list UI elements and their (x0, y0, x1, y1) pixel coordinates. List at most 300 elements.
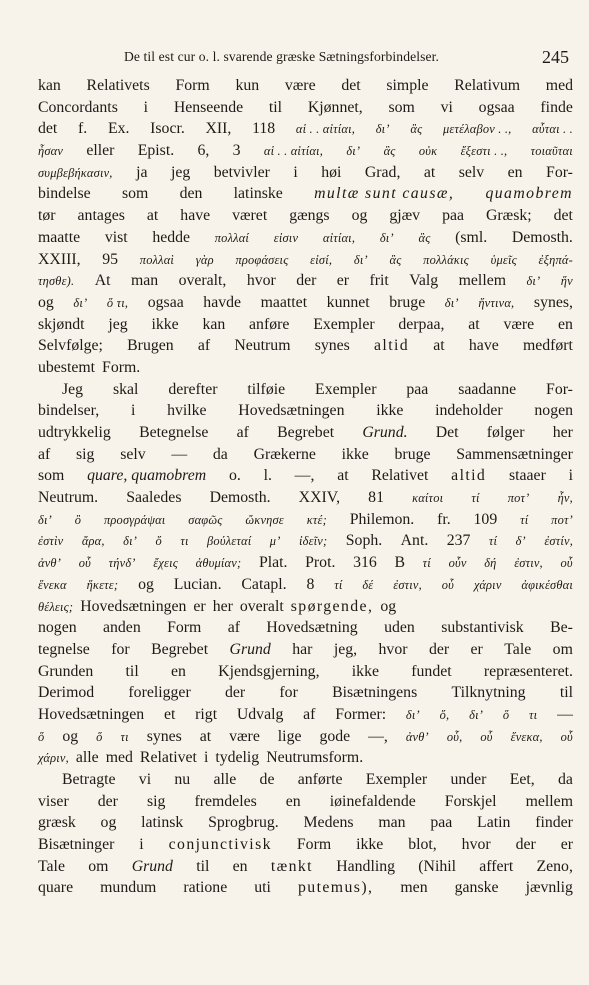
word: Grund (229, 640, 271, 658)
word: selv (458, 163, 485, 181)
word: Relativum (454, 77, 521, 94)
word: Ant. (400, 532, 429, 550)
word: er (560, 836, 573, 854)
word: kan (38, 77, 61, 94)
word: ἃς (418, 230, 431, 245)
word: ἃς (410, 122, 423, 137)
word: en (170, 662, 186, 680)
word: kan (202, 315, 226, 333)
word: οὗ (560, 556, 573, 571)
word: Concordants (38, 98, 118, 116)
word: til (196, 857, 210, 875)
word: Medens (303, 814, 354, 832)
word: mellem (525, 792, 573, 810)
word: en (232, 857, 248, 875)
text-line (38, 532, 573, 554)
word: sig (76, 445, 95, 463)
text-line (38, 749, 573, 771)
word: ἐστιν, (514, 556, 543, 571)
word: θέλεις; (38, 599, 74, 614)
word: Tale (504, 640, 532, 658)
word: Brugen (127, 337, 174, 355)
text-line (38, 229, 573, 251)
word: — (557, 705, 573, 723)
word: anden (103, 619, 141, 637)
text-line (38, 684, 573, 706)
word: Demosth. (511, 228, 573, 246)
word: uden (384, 619, 415, 637)
word: Form (296, 836, 332, 854)
word: være (503, 315, 535, 333)
word: udtrykkelig (38, 424, 111, 441)
word: ἕνεκα (38, 577, 67, 592)
word: XXIII, (38, 250, 81, 268)
word: det (341, 77, 361, 94)
word: latinsk (141, 814, 184, 832)
text-line (38, 771, 573, 793)
word: Grad, (364, 163, 401, 181)
word: om (88, 857, 109, 875)
word: at (337, 467, 349, 485)
word: Saaledes (126, 489, 182, 507)
word: græsk (38, 814, 76, 832)
word: Exempler (315, 380, 377, 398)
word: 6, (197, 142, 210, 160)
word: ἃς (383, 144, 396, 159)
word: Kjendsgjerning, (218, 662, 320, 680)
word: simple (386, 77, 429, 94)
text-line (38, 207, 573, 229)
word: δι’ (375, 122, 390, 137)
word: Selvfølge; (38, 337, 103, 355)
word: derpaa, (398, 315, 445, 333)
word: Jeg (62, 380, 84, 398)
text-line (38, 402, 573, 424)
word: da (557, 771, 573, 788)
word: τί (422, 556, 431, 571)
word: B (394, 554, 405, 572)
text-line (38, 185, 573, 207)
word: Be- (550, 619, 573, 637)
word: man (130, 272, 159, 290)
word: Kjønnet, (307, 98, 363, 116)
word: οὗ (480, 729, 493, 744)
word: medført (522, 337, 573, 355)
word: indeholder (435, 402, 503, 420)
word: en (285, 792, 301, 810)
word: mundum (100, 879, 157, 897)
word: ποτ’ (551, 512, 573, 527)
word: være (229, 727, 260, 745)
text-line (38, 316, 573, 338)
word: Grund. (362, 424, 408, 441)
word: af (227, 619, 241, 637)
text-line (38, 337, 573, 359)
word: altid (374, 337, 410, 355)
word: σαφῶς (188, 512, 223, 527)
word: at (433, 337, 445, 355)
word: staaer (509, 467, 546, 485)
word: i (143, 98, 149, 116)
word: εἰσιν (273, 230, 299, 245)
word: αὗται . . (532, 122, 573, 137)
word: Former: (335, 705, 387, 723)
text-line (38, 359, 573, 381)
word: Relativet (139, 749, 197, 767)
word: for (111, 640, 130, 658)
word: ἰδεῖν; (298, 534, 328, 549)
word: τί (488, 534, 498, 549)
text-line (38, 814, 573, 836)
word: 3 (232, 142, 241, 160)
word: tegnelse (38, 640, 90, 658)
word: τί (471, 491, 480, 506)
word: αἰτίαι, (322, 230, 356, 245)
word: Begrebet (277, 424, 335, 441)
word: jeg (170, 163, 191, 181)
word: derefter (168, 380, 218, 398)
word: anførte (297, 771, 343, 788)
word: der (515, 836, 536, 854)
word: Betegnelse (139, 424, 209, 441)
word: kunnet (326, 293, 370, 311)
word: ogsaa (478, 98, 515, 116)
word: Lucian. (173, 575, 222, 593)
word: αἱ . . αἰτίαι, (295, 122, 356, 137)
word: — (171, 445, 188, 463)
word: og (380, 597, 397, 615)
word: Tilknytning (451, 684, 526, 702)
word: der (97, 792, 118, 810)
word: καίτοι (412, 491, 444, 506)
word: til (268, 98, 283, 116)
word: ἐστίν, (544, 534, 573, 549)
word: den (179, 185, 203, 203)
word: til (125, 662, 139, 680)
word: at (423, 163, 436, 181)
word: κτέ; (306, 512, 327, 527)
text-line (38, 598, 573, 620)
word: paa (430, 814, 453, 832)
word: skal (112, 380, 139, 398)
word: som (388, 98, 415, 116)
word: συμβεβήκασιν, (38, 165, 113, 180)
word: der (296, 272, 317, 290)
word: πολλαί (214, 230, 250, 245)
word: Catapl. (241, 575, 287, 593)
word: saadanne (458, 380, 517, 398)
word: Hovedsætningen (38, 705, 145, 723)
word: hvor (246, 272, 276, 290)
word: Tale (38, 857, 65, 875)
word: lige (277, 727, 302, 745)
word: ikke (356, 836, 384, 854)
word: ganske (454, 879, 499, 897)
word: følger (486, 424, 525, 441)
word: vi (138, 771, 152, 788)
word: τησθε). (38, 274, 75, 289)
word: δή (484, 556, 497, 571)
text-line (38, 554, 573, 576)
word: gængs (289, 207, 330, 225)
word: Derimod (38, 684, 95, 702)
word: overalt (239, 597, 284, 615)
word: bruge (394, 445, 431, 463)
word: Neutrum (234, 337, 291, 355)
word: βούλεταί (207, 534, 252, 549)
word: 95 (102, 250, 119, 268)
word: ὤκνησε (245, 512, 284, 527)
word: og (100, 814, 117, 832)
word: jeg, (333, 640, 358, 658)
word: bindelse (38, 185, 91, 203)
word: ἔξεστι . ., (460, 144, 508, 159)
word: ἥκετε; (86, 577, 119, 592)
word: αἱ . . αἰτίαι, (263, 144, 323, 159)
word: Bisætningens (332, 684, 418, 702)
word: —, (294, 467, 315, 485)
word: Hovedsætning (266, 619, 358, 637)
word: der (428, 640, 450, 658)
word: tilføie (247, 380, 286, 398)
word: et (163, 705, 176, 723)
word: har (292, 640, 313, 658)
word: det (553, 207, 573, 225)
word: været (232, 207, 268, 225)
word: viser (38, 792, 69, 810)
word: ἀνθ’ (38, 556, 62, 571)
word: jeg (108, 315, 128, 333)
word: mellem (458, 272, 507, 290)
word: quamobrem (485, 185, 573, 203)
word: fr. (437, 510, 451, 528)
word: ikke (341, 445, 369, 463)
word: synes (146, 727, 182, 745)
word: alle (75, 749, 99, 767)
word: ubestemt (38, 358, 96, 376)
word: Demosth. (209, 489, 271, 507)
word: gode (319, 727, 351, 745)
word: τί (334, 577, 343, 592)
word: iøinefaldende (329, 792, 416, 810)
word: alle (213, 771, 237, 788)
word: 237 (446, 532, 471, 550)
word: ja (136, 163, 148, 181)
word: hvor (461, 836, 491, 854)
running-title: De til est cur o. l. svarende græske Sætningsforbindelser. (124, 49, 440, 64)
text-line (38, 879, 573, 901)
word: høi (321, 163, 342, 181)
word: XII, (205, 120, 232, 138)
word: substantivisk (441, 619, 524, 637)
word: ἀνθ’ (405, 729, 429, 744)
word: ἀθυμίαν; (195, 556, 242, 571)
word: ὅ (502, 707, 510, 722)
word: μετέλαβον . ., (443, 122, 512, 137)
word: ὅ, (439, 707, 450, 722)
word: vi (440, 98, 453, 116)
word: her (212, 597, 233, 615)
word: Eet, (509, 771, 535, 788)
word: οὗ, (446, 729, 463, 744)
word: vist (104, 228, 128, 246)
word: ἄρα, (81, 534, 105, 549)
word: gjæv (389, 207, 421, 225)
text-line (38, 467, 573, 489)
word: δ’ (515, 534, 526, 549)
word: ratione (183, 879, 228, 897)
word: μ’ (269, 534, 281, 549)
word: er (336, 272, 350, 290)
word: tør (38, 207, 56, 225)
word: Henseende (173, 98, 244, 116)
word: ἦν, (557, 491, 573, 506)
word: da (212, 445, 228, 463)
word: l. (263, 467, 272, 485)
word: er (470, 640, 483, 658)
word: δι’ (123, 534, 138, 549)
text-line (38, 858, 573, 880)
word: Exempler (365, 771, 428, 788)
word: τι (529, 707, 538, 722)
word: ποτ’ (507, 491, 530, 506)
word: ogsaa (147, 293, 184, 311)
word: finder (535, 814, 573, 832)
word: frit (369, 272, 389, 290)
word: —, (368, 727, 388, 745)
word: Sprogbrug. (208, 814, 279, 832)
word: ὅ (155, 534, 162, 549)
word: antages (77, 207, 125, 225)
word: 109 (473, 510, 498, 528)
word: for (279, 684, 298, 702)
word: latinske (233, 185, 283, 203)
word: er (193, 597, 206, 615)
text-line (38, 272, 573, 294)
word: i (293, 163, 298, 181)
word: Latin (477, 814, 511, 832)
word: Valg (409, 272, 439, 290)
word: maattet (260, 293, 308, 311)
word: af (197, 337, 211, 355)
word: nogen (534, 402, 573, 420)
word: med (105, 749, 133, 767)
word: δι’ (469, 707, 484, 722)
word: skjøndt (38, 315, 85, 333)
word: det (38, 120, 58, 138)
text-line (38, 576, 573, 598)
word: overalt, (178, 272, 227, 290)
text-line (38, 99, 573, 121)
word: Philemon. (349, 510, 415, 528)
word: af (38, 445, 51, 463)
word: ikke (376, 402, 404, 420)
word: τι (180, 534, 189, 549)
text-line (38, 164, 573, 186)
word: hvor (378, 640, 408, 658)
word: som (121, 185, 149, 203)
word: i (139, 836, 144, 854)
word: 316 (353, 554, 377, 572)
word: Bisætninger (38, 836, 115, 854)
text-line (38, 663, 573, 685)
word: 81 (368, 489, 384, 507)
word: Zeno, (536, 857, 573, 875)
word: at (146, 207, 159, 225)
word: Ex. (107, 120, 130, 138)
word: οὐκ (418, 144, 438, 159)
word: ὅ τι, (106, 295, 129, 310)
word: Sammensætninger (456, 445, 573, 463)
word: ὅ (38, 729, 45, 744)
word: paa (442, 207, 464, 225)
word: nu (174, 771, 191, 788)
word: Isocr. (150, 120, 185, 138)
word: χάριν, (38, 751, 69, 766)
text-line (38, 120, 573, 142)
word: Hovedsætningen (238, 402, 345, 420)
word: anføre (249, 315, 290, 333)
word: εἰσί, (310, 252, 333, 267)
text-line (38, 836, 573, 858)
word: og (38, 293, 54, 311)
word: quare, quamobrem (87, 467, 207, 485)
word: hvilke (167, 402, 207, 420)
word: kun (235, 77, 260, 94)
word: med (545, 77, 573, 94)
word: ὑμεῖς (490, 252, 517, 267)
word: synes (314, 337, 350, 355)
word: at (199, 727, 212, 745)
word: ἐξηπά- (538, 252, 573, 267)
word: de (259, 771, 275, 788)
word: ἦσαν (38, 144, 64, 159)
word: ἔχεις (153, 556, 178, 571)
word: 118 (252, 120, 276, 138)
word: Form (175, 77, 210, 94)
word: f. (78, 120, 88, 138)
word: ikke (351, 662, 379, 680)
word: fremdeles (194, 792, 257, 810)
word: tænkt (270, 857, 313, 875)
word: Grækerne (253, 445, 316, 463)
word: men (400, 879, 428, 897)
word: Exempler (313, 315, 375, 333)
word: paa (406, 380, 429, 398)
word: Det (435, 424, 459, 441)
text-line (38, 381, 573, 403)
word: Plat. (258, 554, 288, 572)
word: Relativets (86, 77, 150, 94)
word: blot, (408, 836, 437, 854)
text-line (38, 294, 573, 316)
word: γὰρ (195, 252, 214, 267)
text-line (38, 424, 573, 446)
word: οὗ (78, 556, 91, 571)
word: Græsk; (485, 207, 532, 225)
word: altid (451, 467, 487, 485)
text-line (38, 706, 573, 728)
word: af (303, 705, 316, 723)
word: For- (546, 380, 573, 398)
text-line (38, 728, 573, 750)
word: τί (520, 512, 529, 527)
word: rigt (195, 705, 218, 723)
word: δέ (362, 577, 374, 592)
word: conjunctivisk (168, 836, 272, 854)
word: At (94, 272, 111, 290)
word: man (378, 814, 406, 832)
